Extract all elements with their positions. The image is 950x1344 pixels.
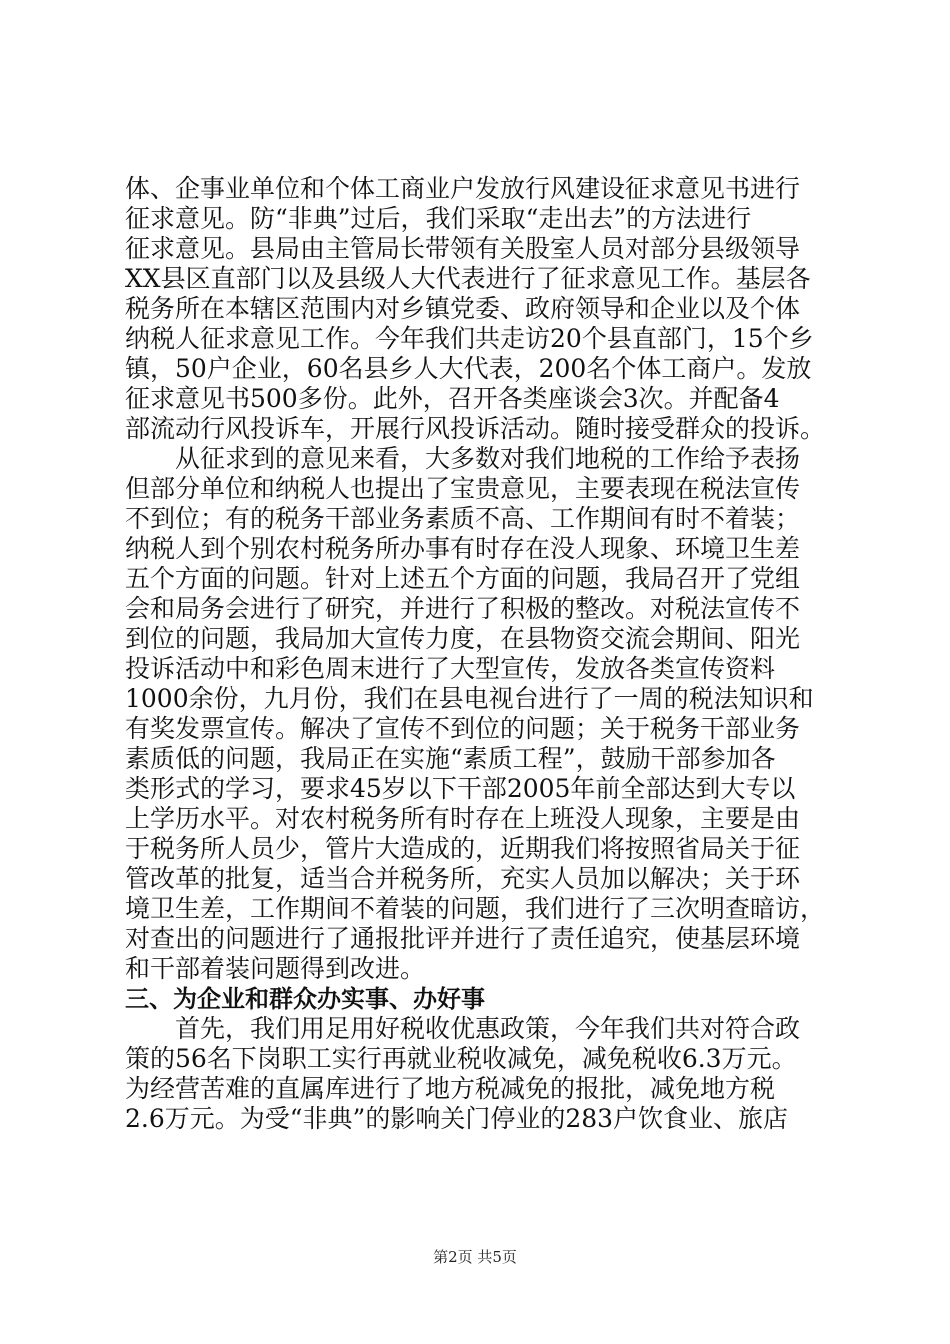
text-line: 税务所在本辖区范围内对乡镇党委、政府领导和企业以及个体 (125, 294, 801, 323)
text-line: 境卫生差，工作期间不着装的问题，我们进行了三次明查暗访， (125, 894, 826, 923)
text-line: 类形式的学习，要求45岁以下干部2005年前全部达到大专以 (125, 774, 796, 803)
text-line: 征求意见。防“非典”过后，我们采取“走出去”的方法进行 (125, 204, 752, 233)
paragraph-block-2 (125, 1014, 837, 1134)
text-line: 和干部着装问题得到改进。 (125, 954, 426, 983)
document-body (125, 174, 837, 1134)
text-line: 首先，我们用足用好税收优惠政策，今年我们共对符合政 (175, 1014, 801, 1043)
text-line: 会和局务会进行了研究，并进行了积极的整改。对税法宣传不 (125, 594, 801, 623)
text-line: 纳税人到个别农村税务所办事有时存在没人现象、环境卫生差 (125, 534, 801, 563)
text-line: 从征求到的意见来看，大多数对我们地税的工作给予表扬 (175, 444, 801, 473)
text-line: 不到位；有的税务干部业务素质不高、工作期间有时不着装； (125, 504, 801, 533)
text-line: 到位的问题，我局加大宣传力度，在县物资交流会期间、阳光 (125, 624, 801, 653)
text-line: 于税务所人员少，管片大造成的，近期我们将按照省局关于征 (125, 834, 801, 863)
text-line: 镇，50户企业，60名县乡人大代表，200名个体工商户。发放 (125, 354, 812, 383)
text-line: 投诉活动中和彩色周末进行了大型宣传，发放各类宣传资料 (125, 654, 776, 683)
text-line: 2.6万元。为受“非典”的影响关门停业的283户饮食业、旅店 (125, 1104, 789, 1133)
paragraph-block-1 (125, 174, 837, 984)
text-line: 征求意见书500多份。此外，召开各类座谈会3次。并配备4 (125, 384, 780, 413)
text-line: 部流动行风投诉车，开展行风投诉活动。随时接受群众的投诉。 (125, 414, 826, 443)
page-footer: 第2页 共5页 (433, 1248, 517, 1266)
text-line: 体、企事业单位和个体工商业户发放行风建设征求意见书进行 (125, 174, 801, 203)
text-line: 素质低的问题，我局正在实施“素质工程”，鼓励干部参加各 (125, 744, 776, 773)
text-line: 为经营苦难的直属库进行了地方税减免的报批，减免地方税 (125, 1074, 776, 1103)
section-heading: 三、为企业和群众办实事、办好事 (125, 985, 485, 1013)
text-line: 但部分单位和纳税人也提出了宝贵意见，主要表现在税法宣传 (125, 474, 801, 503)
text-line: 管改革的批复，适当合并税务所，充实人员加以解决；关于环 (125, 864, 801, 893)
text-line: 五个方面的问题。针对上述五个方面的问题，我局召开了党组 (125, 564, 801, 593)
text-line: 征求意见。县局由主管局长带领有关股室人员对部分县级领导 (125, 234, 801, 263)
text-line: XX县区直部门以及县级人大代表进行了征求意见工作。基层各 (125, 264, 811, 293)
text-line: 1000余份，九月份，我们在县电视台进行了一周的税法知识和 (125, 684, 814, 713)
text-line: 有奖发票宣传。解决了宣传不到位的问题；关于税务干部业务 (125, 714, 801, 743)
text-line: 对查出的问题进行了通报批评并进行了责任追究，使基层环境 (125, 924, 801, 953)
text-line: 策的56名下岗职工实行再就业税收减免，减免税收6.3万元。 (125, 1044, 797, 1073)
text-line: 纳税人征求意见工作。今年我们共走访20个县直部门，15个乡 (125, 324, 814, 353)
text-line: 上学历水平。对农村税务所有时存在上班没人现象，主要是由 (125, 804, 801, 833)
